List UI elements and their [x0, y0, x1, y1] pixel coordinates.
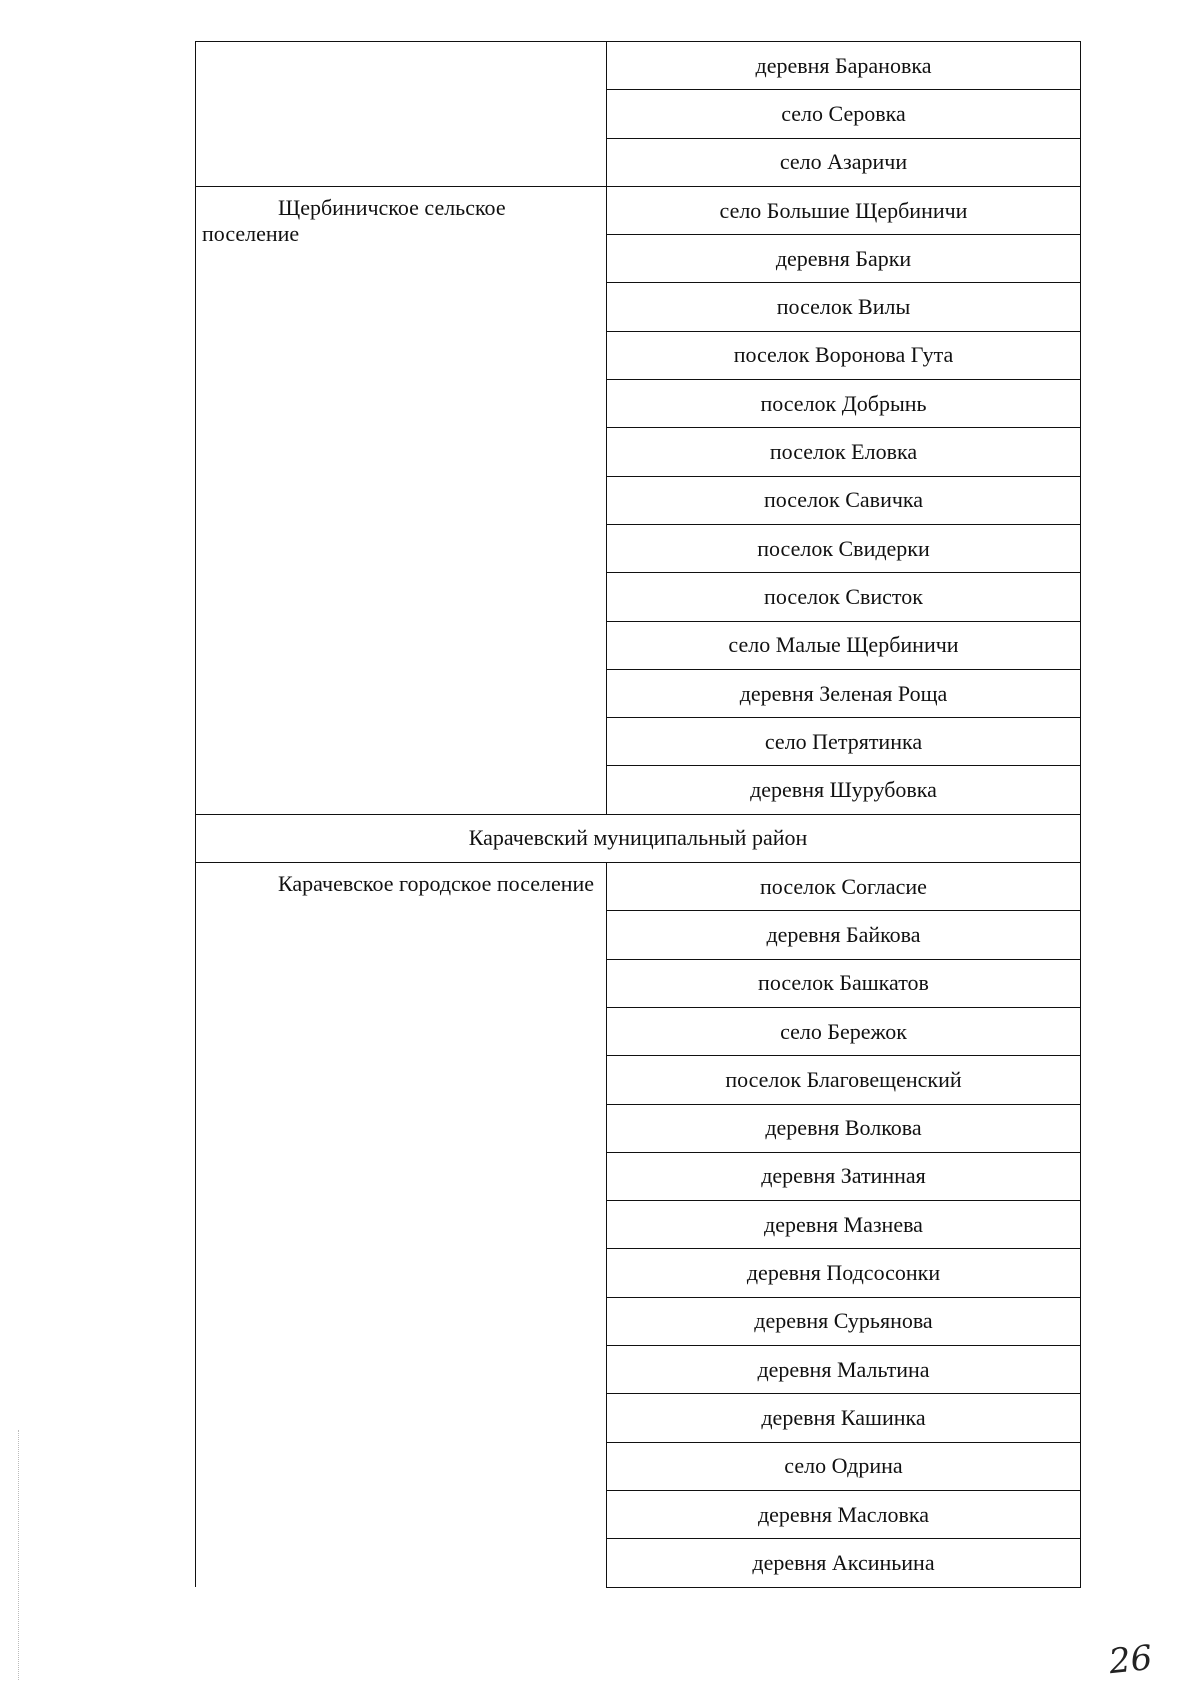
village-cell: поселок Согласие: [607, 863, 1081, 911]
table-row: [196, 42, 1081, 90]
village-cell: поселок Свидерки: [607, 524, 1081, 572]
village-cell: поселок Воронова Гута: [607, 331, 1081, 379]
village-cell: поселок Свисток: [607, 573, 1081, 621]
village-cell: село Одрина: [607, 1442, 1081, 1490]
village-cell: деревня Зеленая Роща: [607, 669, 1081, 717]
village-cell: деревня Барановка: [607, 42, 1081, 90]
district-header: Карачевский муниципальный район: [196, 814, 1081, 862]
village-cell: деревня Кашинка: [607, 1394, 1081, 1442]
village-cell: деревня Мазнева: [607, 1201, 1081, 1249]
table-row: [196, 863, 1081, 911]
village-cell: деревня Затинная: [607, 1152, 1081, 1200]
settlement-cell: [196, 863, 607, 1587]
village-cell: поселок Савичка: [607, 476, 1081, 524]
village-cell: деревня Мальтина: [607, 1346, 1081, 1394]
village-cell: село Большие Щербиничи: [607, 186, 1081, 234]
village-cell: село Малые Щербиничи: [607, 621, 1081, 669]
village-cell: деревня Сурьянова: [607, 1297, 1081, 1345]
settlement-cell: [196, 42, 607, 187]
settlement-name: Карачевское городское поселение: [278, 871, 595, 897]
table-row: [196, 814, 1081, 862]
village-cell: деревня Волкова: [607, 1104, 1081, 1152]
table-row: [196, 186, 1081, 234]
settlement-cell: [196, 186, 607, 814]
village-cell: село Азаричи: [607, 138, 1081, 186]
village-cell: поселок Башкатов: [607, 959, 1081, 1007]
village-cell: деревня Шурубовка: [607, 766, 1081, 814]
settlements-table: [195, 41, 1081, 1588]
village-cell: поселок Вилы: [607, 283, 1081, 331]
village-cell: поселок Благовещенский: [607, 1056, 1081, 1104]
village-cell: село Серовка: [607, 90, 1081, 138]
village-cell: поселок Еловка: [607, 428, 1081, 476]
village-cell: село Петрятинка: [607, 718, 1081, 766]
village-cell: деревня Байкова: [607, 911, 1081, 959]
village-cell: деревня Масловка: [607, 1490, 1081, 1538]
village-cell: поселок Добрынь: [607, 380, 1081, 428]
village-cell: село Бережок: [607, 1007, 1081, 1055]
village-cell: деревня Подсосонки: [607, 1249, 1081, 1297]
village-cell: деревня Аксиньина: [607, 1539, 1081, 1587]
scan-margin-artifact: [18, 1430, 20, 1680]
page-number: 26: [1106, 1637, 1154, 1683]
settlement-name: Щербиничское сельское поселение: [202, 194, 506, 246]
village-cell: деревня Барки: [607, 235, 1081, 283]
